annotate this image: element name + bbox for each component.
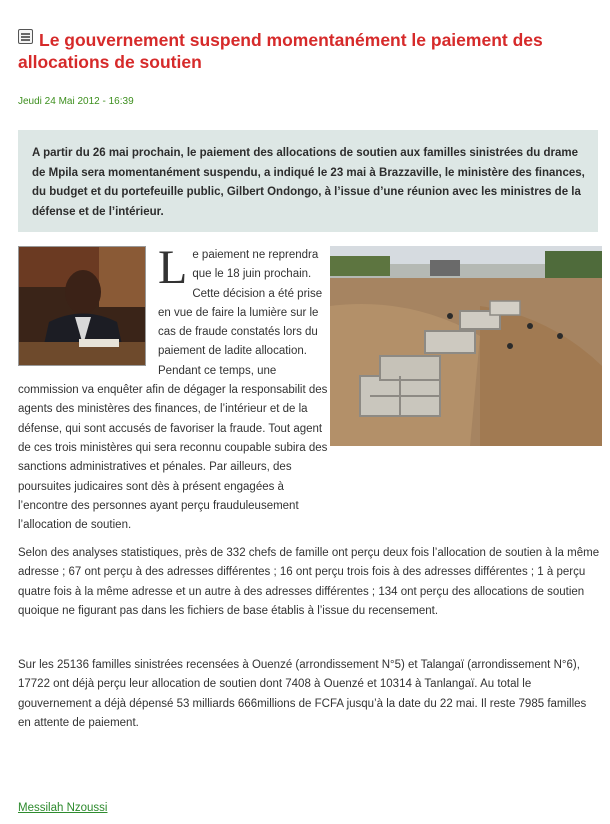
construction-site-photo [330,246,602,446]
drop-cap: L [158,241,188,294]
paragraph-2: Selon des analyses statistiques, près de 332 chefs de famille ont perçu deux fois l’allocation de soutien à la même adresse ; 67 ont perçu à des adresses différentes ; 16 ont perçu trois fois à des adresses différentes ; 1 à perçu quatre fois à la même adresse et un autre à des adresses différentes ; 134 ont perçu des allocations de soutien quoique ne figurant pas dans les fichiers de base établis à l’issue du recensement. [18,547,600,617]
publish-date: Jeudi 24 Mai 2012 - 16:39 [18,96,134,107]
lead-paragraph: A partir du 26 mai prochain, le paiement des allocations de soutien aux familles sinistrées du drame de Mpila sera momentanément suspendu, a indiqué le 23 mai à Brazzaville, le ministère des finances, du budget et du portefeuille public, Gilbert Ondongo, à l’issue d’une réunion avec les ministres de la défense et de l’intérieur. [18,130,598,232]
article-header [18,29,598,73]
article-body-column [18,241,332,535]
paragraph-3: Sur les 25136 familles sinistrées recensées à Ouenzé (arrondissement N°5) et Talangaï (arrondissement N°6), 17722 ont déjà perçu leur allocation de soutien dont 7408 à Ouenzé et 10314 à Tanlangaï. Au total le gouvernement a déjà dépensé 53 milliards 666millions de FCFA jusqu’à la date du 22 mai. Il reste 7985 familles en attente de paiement. [18,659,587,729]
paragraph-1: e paiement ne reprendra que le 18 juin prochain. Cette décision a été prise en vue de faire la lumière sur le cas de fraude constatés lors du paiement de ladite allocation. Pendant ce temps, une commission va enquêter afin de dégager la responsabilit des agents des ministères des finances, de l’intérieur et de la défense, qui sont accusés de favoriser la fraude. Tout agent de ces trois ministères qui sera reconnu coupable subira des sanctions administratives et pénales. Par ailleurs, des poursuites judicaires sont dès à présent engagées à l’encontre des personnes ayant perçu frauduleusement l’allocation de soutien. [18,249,328,532]
author-link[interactable]: Messilah Nzoussi [18,802,108,814]
article-icon [18,29,33,44]
photo-spacer [18,246,158,371]
article-title: Le gouvernement suspend momentanément le paiement des allocations de soutien [18,30,543,72]
